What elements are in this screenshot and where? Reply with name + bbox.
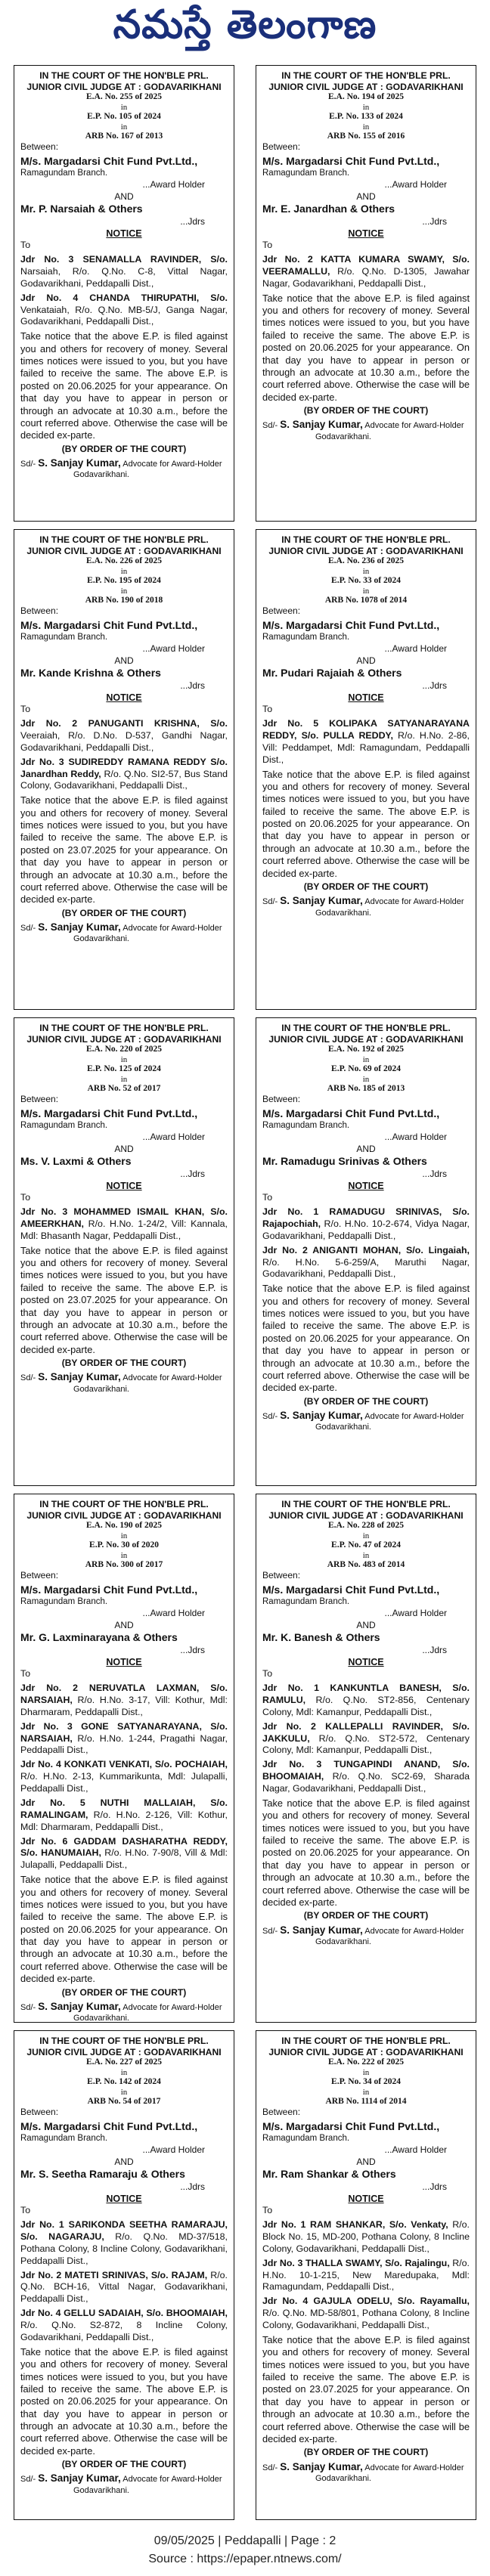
award-holder-role: ...Award Holder [142, 643, 205, 655]
award-holder-role: ...Award Holder [142, 1132, 205, 1143]
advocate-location: Godavarikhani. [315, 1423, 371, 1432]
notice-body: Take notice that the above E.P. is filed against you and others for recovery of money. Several times notices were issued to you, but you have failed to receive the same. The above E.P. is posted on 23.07.2025 for your appearance. On that day you have to appear in person or through an advocate at 10.30 a.m., before the court referred above. Otherwise the case will be decided ex-parte. [20, 794, 228, 906]
arb-number: ARB No. 1078 of 2014 [324, 595, 408, 605]
ep-number: E.P. No. 105 of 2024 [87, 111, 161, 121]
award-holder-branch: Ramagundam Branch. [262, 169, 350, 178]
signature: Sd/- S. Sanjay Kumar, Advocate for Award-Holder [20, 457, 222, 469]
court-heading: IN THE COURT OF THE HON'BLE PRL. JUNIOR CIVIL JUDGE AT : GODAVARIKHANI [26, 1499, 222, 1521]
notice-title: NOTICE [106, 1181, 142, 1192]
in-label: in [362, 1531, 370, 1540]
respondent-role: ...Jdrs [180, 680, 205, 691]
ea-number: E.A. No. 228 of 2025 [328, 1521, 404, 1531]
respondent-name: Ms. V. Laxmi & Others [20, 1154, 132, 1167]
award-holder-name: M/s. Margadarsi Chit Fund Pvt.Ltd., [262, 618, 440, 631]
jdr-name: Jdr No. 3 THALLA SWAMY, S/o. Rajalingu, [262, 2257, 450, 2268]
court-heading: IN THE COURT OF THE HON'BLE PRL. JUNIOR CIVIL JUDGE AT : GODAVARIKHANI [268, 70, 464, 92]
jdr-address: R/o. H.No. 2-126, Vill: Kothur, Mdl: Dharmaram, Peddapalli Dist., [20, 1809, 228, 1832]
and-label: AND [356, 655, 376, 666]
jdr-address: R/o. Q.No. SI2-57, Bus Stand Colony, Godavarikhani, Peddapalli Dist., [20, 768, 228, 791]
court-order-line: (BY ORDER OF THE COURT) [61, 1358, 187, 1368]
court-order-line: (BY ORDER OF THE COURT) [303, 405, 429, 416]
ea-number: E.A. No. 227 of 2025 [86, 2057, 162, 2067]
to-label: To [262, 2205, 273, 2216]
respondent-role: ...Jdrs [180, 2181, 205, 2192]
to-label: To [262, 240, 273, 251]
judgment-debtor [262, 2258, 470, 2294]
judgment-debtor [20, 2308, 228, 2344]
award-holder-branch: Ramagundam Branch. [20, 169, 108, 178]
legal-notice [14, 2030, 234, 2520]
ep-number: E.P. No. 195 of 2024 [87, 575, 161, 585]
court-heading: IN THE COURT OF THE HON'BLE PRL. JUNIOR CIVIL JUDGE AT : GODAVARIKHANI [26, 2036, 222, 2057]
award-holder-role: ...Award Holder [384, 1608, 447, 1619]
in-label: in [120, 566, 128, 576]
jdr-name: Jdr No. 1 SARIKONDA SEETHA RAMARAJU, S/o. NAGARAJU, [20, 2219, 228, 2242]
in-label: in [120, 1550, 128, 1560]
arb-number: ARB No. 190 of 2018 [85, 595, 163, 605]
in-label: in [362, 1550, 370, 1560]
court-order-line: (BY ORDER OF THE COURT) [303, 881, 429, 892]
arb-number: ARB No. 167 of 2013 [85, 131, 163, 141]
in-label: in [120, 2087, 128, 2097]
advocate-location: Godavarikhani. [73, 1384, 129, 1394]
respondent-name: Mr. S. Seetha Ramaraju & Others [20, 2167, 185, 2180]
respondent-name: Mr. K. Banesh & Others [262, 1630, 380, 1643]
signature: Sd/- S. Sanjay Kumar, Advocate for Award-Holder [262, 1409, 464, 1421]
ea-number: E.A. No. 194 of 2025 [328, 92, 404, 102]
jdr-name: Jdr No. 2 MATETI SRINIVAS, S/o. RAJAM, [20, 2269, 208, 2280]
notice-body: Take notice that the above E.P. is filed against you and others for recovery of money. Several times notices were issued to you, but you have failed to receive the same. The above E.P. is posted on 20.06.2025 for your appearance. On that day you have to appear in person or through an advocate at 10.30 a.m., before the court referred above. Otherwise the case will be decided ex-parte. [20, 330, 228, 441]
court-order-line: (BY ORDER OF THE COURT) [61, 1986, 187, 1998]
notice-title: NOTICE [106, 1657, 142, 1668]
jdr-name: Jdr No. 4 KONKATI VENKATI, S/o. POCHAIAH, [20, 1759, 228, 1770]
judgment-debtor [262, 2219, 470, 2256]
and-label: AND [114, 1143, 134, 1154]
award-holder-role: ...Award Holder [384, 643, 447, 655]
jdr-address: R/o. H.No. 10-1-215, New Maredupaka, Mdl: Ramagundam, Peddapalli Dist., [262, 2257, 470, 2293]
jdr-name: Jdr No. 1 RAM SHANKAR, S/o. Venkaty, [262, 2219, 448, 2230]
newspaper-logo: నమస్తే తెలంగాణ [113, 2, 377, 48]
to-label: To [20, 240, 31, 251]
advocate-name: S. Sanjay Kumar, [280, 419, 363, 431]
court-order-line: (BY ORDER OF THE COURT) [303, 1910, 429, 1921]
in-label: in [120, 1531, 128, 1540]
award-holder-role: ...Award Holder [142, 179, 205, 190]
advocate-name: S. Sanjay Kumar, [38, 457, 121, 469]
respondent-name: Mr. Ram Shankar & Others [262, 2167, 396, 2180]
court-order-line: (BY ORDER OF THE COURT) [303, 1395, 429, 1407]
signature: Sd/- S. Sanjay Kumar, Advocate for Award-Holder [262, 419, 464, 431]
jdr-address: R/o. H.No. 1-244, Pragathi Nagar, Peddapalli Dist., [20, 1732, 228, 1756]
jdr-address: R/o. H.No. 10-2-674, Vidya Nagar, Godavarikhani, Peddapalli Dist., [262, 1218, 470, 1241]
advocate-name: S. Sanjay Kumar, [280, 1409, 363, 1421]
notice-title: NOTICE [348, 1657, 384, 1668]
judgment-debtor [20, 2270, 228, 2306]
judgment-debtor [262, 1206, 470, 1243]
court-order-line: (BY ORDER OF THE COURT) [303, 2447, 429, 2458]
legal-notice [256, 2030, 476, 2520]
between-label: Between: [262, 1094, 301, 1105]
award-holder-branch: Ramagundam Branch. [262, 1597, 350, 1607]
jdr-address: R/o. Q.No. SC2-69, Sharada Nagar, Godavarikhani, Peddapalli Dist., [262, 1771, 470, 1794]
ep-number: E.P. No. 47 of 2024 [331, 1540, 401, 1550]
advocate-location: Godavarikhani. [73, 2014, 129, 2023]
judgment-debtor [20, 1759, 228, 1795]
in-label: in [120, 102, 128, 112]
ep-number: E.P. No. 125 of 2024 [87, 1064, 161, 1073]
ea-number: E.A. No. 222 of 2025 [328, 2057, 404, 2067]
and-label: AND [114, 1619, 134, 1630]
signature: Sd/- S. Sanjay Kumar, Advocate for Award-Holder [262, 1924, 464, 1936]
legal-notice [256, 1017, 476, 1486]
notice-title: NOTICE [348, 1181, 384, 1192]
jdr-address: R/o. Q.No. ST2-856, Centenary Colony, Mdl: Kamanpur, Peddapalli Dist., [262, 1694, 470, 1717]
and-label: AND [356, 1143, 376, 1154]
arb-number: ARB No. 155 of 2016 [327, 131, 405, 141]
signature: Sd/- S. Sanjay Kumar, Advocate for Award-Holder [20, 2472, 222, 2485]
between-label: Between: [262, 1570, 301, 1581]
in-label: in [362, 1054, 370, 1064]
jdr-address: R/o. H.No. 3-17, Vill: Kothur, Mdl: Dharmaram, Peddapalli Dist., [20, 1694, 228, 1717]
page-footer [0, 2532, 490, 2568]
legal-notice [14, 529, 234, 1010]
award-holder-branch: Ramagundam Branch. [20, 2134, 108, 2144]
between-label: Between: [20, 605, 59, 617]
award-holder-branch: Ramagundam Branch. [262, 1121, 350, 1131]
notice-title: NOTICE [348, 228, 384, 240]
notice-body: Take notice that the above E.P. is filed against you and others for recovery of money. Several times notices were issued to you, but you have failed to receive the same. The above E.P. is posted on 20.06.2025 for your appearance. On that day you have to appear in person or through an advocate at 10.30 a.m., before the court referred above. Otherwise the case will be decided ex-parte. [262, 768, 470, 879]
respondent-name: Mr. Ramadugu Srinivas & Others [262, 1154, 427, 1167]
award-holder-branch: Ramagundam Branch. [20, 633, 108, 642]
award-holder-name: M/s. Margadarsi Chit Fund Pvt.Ltd., [20, 1583, 198, 1596]
respondent-role: ...Jdrs [180, 1644, 205, 1655]
court-heading: IN THE COURT OF THE HON'BLE PRL. JUNIOR CIVIL JUDGE AT : GODAVARIKHANI [26, 70, 222, 92]
ep-number: E.P. No. 133 of 2024 [329, 111, 403, 121]
legal-notice [256, 65, 476, 522]
respondent-role: ...Jdrs [422, 2181, 447, 2192]
advocate-name: S. Sanjay Kumar, [38, 2000, 121, 2012]
jdr-name: Jdr No. 2 NERUVATLA LAXMAN, S/o. NARSAIAH, [20, 1683, 228, 1705]
court-order-line: (BY ORDER OF THE COURT) [61, 907, 187, 918]
to-label: To [20, 2205, 31, 2216]
jdr-address: R/o. H.No. 5-6-259/A, Maruthi Nagar, Godavarikhani, Peddapalli Dist., [262, 1256, 470, 1280]
advocate-location: Godavarikhani. [315, 2473, 371, 2483]
jdr-address: R/o. H.No. 2-13, Kummarikunta, Mdl: Julapalli, Peddapalli Dist., [20, 1771, 228, 1794]
ea-number: E.A. No. 226 of 2025 [86, 556, 162, 566]
respondent-role: ...Jdrs [422, 1168, 447, 1179]
award-holder-branch: Ramagundam Branch. [262, 633, 350, 642]
respondent-role: ...Jdrs [180, 215, 205, 227]
jdr-address: R/o. H.No. 1-24/2, Vill: Kannala, Mdl: Bhasanth Nagar, Peddapalli Dist., [20, 1218, 228, 1241]
jdr-name: Jdr No. 1 RAMADUGU SRINIVAS, S/o. Rajapochiah, [262, 1206, 470, 1229]
in-label: in [120, 122, 128, 132]
advocate-name: S. Sanjay Kumar, [38, 1371, 121, 1383]
court-heading: IN THE COURT OF THE HON'BLE PRL. JUNIOR CIVIL JUDGE AT : GODAVARIKHANI [26, 534, 222, 556]
advocate-location: Godavarikhani. [73, 934, 129, 944]
notice-title: NOTICE [348, 2194, 384, 2205]
notice-body: Take notice that the above E.P. is filed against you and others for recovery of money. Several times notices were issued to you, but you have failed to receive the same. The above E.P. is posted on 20.06.2025 for your appearance. On that day you have to appear in person or through an advocate at 10.30 a.m., before the court referred above. Otherwise the case will be decided ex-parte. [262, 1283, 470, 1394]
jdr-address: Narsaiah, R/o. Q.No. C-8, Vittal Nagar, Godavarikhani, Peddapalli Dist., [20, 265, 228, 289]
ea-number: E.A. No. 255 of 2025 [86, 92, 162, 102]
signature: Sd/- S. Sanjay Kumar, Advocate for Award-Holder [262, 895, 464, 907]
signature: Sd/- S. Sanjay Kumar, Advocate for Award-Holder [262, 2460, 464, 2472]
in-label: in [362, 102, 370, 112]
ep-number: E.P. No. 33 of 2024 [331, 575, 401, 585]
jdr-name: Jdr No. 3 MOHAMMED ISMAIL KHAN, S/o. AMEERKHAN, [20, 1206, 228, 1229]
respondent-name: Mr. P. Narsaiah & Others [20, 202, 143, 215]
jdr-name: Jdr No. 2 KALLEPALLI RAVINDER, S/o. JAKKULU, [262, 1720, 470, 1744]
signature: Sd/- S. Sanjay Kumar, Advocate for Award-Holder [20, 1371, 222, 1383]
award-holder-name: M/s. Margadarsi Chit Fund Pvt.Ltd., [262, 1583, 440, 1596]
jdr-name: Jdr No. 4 CHANDA THIRUPATHI, S/o. [20, 292, 228, 303]
notice-body: Take notice that the above E.P. is filed against you and others for recovery of money. Several times notices were issued to you, but you have failed to receive the same. The above E.P. is posted on 20.06.2025 for your appearance. On that day you have to appear in person or through an advocate at 10.30 a.m., before the court referred above. Otherwise the case will be decided ex-parte. [262, 1797, 470, 1908]
jdr-address: R/o. H.No. 2-86, Vill: Peddampet, Mdl: Ramagundam, Peddapalli Dist., [262, 729, 470, 765]
to-label: To [20, 1668, 31, 1680]
jdr-name: Jdr No. 3 TUNGAPINDI ANAND, S/o. BHOOMAIAH, [262, 1759, 470, 1782]
advocate-name: S. Sanjay Kumar, [280, 1924, 363, 1936]
award-holder-role: ...Award Holder [384, 179, 447, 190]
jdr-address: R/o. Q.No. S2-872, 8 Incline Colony, Godavarikhani, Peddapalli Dist., [20, 2320, 228, 2342]
judgment-debtor [262, 1759, 470, 1795]
between-label: Between: [262, 2107, 301, 2118]
advocate-name: S. Sanjay Kumar, [280, 2460, 363, 2472]
judgment-debtor [20, 1797, 228, 1834]
award-holder-branch: Ramagundam Branch. [20, 1121, 108, 1131]
in-label: in [362, 2067, 370, 2077]
notice-title: NOTICE [106, 692, 142, 704]
ep-number: E.P. No. 69 of 2024 [331, 1064, 401, 1073]
jdr-name: Jdr No. 2 KATTA KUMARA SWAMY, S/o. VEERAMALLU, [262, 254, 470, 277]
ea-number: E.A. No. 190 of 2025 [86, 1521, 162, 1531]
judgment-debtor [20, 254, 228, 290]
jdr-name: Jdr No. 4 GELLU SADAIAH, S/o. BHOOMAIAH, [20, 2308, 228, 2319]
arb-number: ARB No. 185 of 2013 [327, 1083, 405, 1093]
jdr-address: R/o. Q.No. MD-37/518, Pothana Colony, 8 Incline Colony, Godavarikhani, Peddapalli Dist., [20, 2231, 228, 2266]
jdr-name: Jdr No. 3 SUDIREDDY RAMANA REDDY S/o. Janardhan Reddy, [20, 756, 228, 779]
between-label: Between: [20, 1570, 59, 1581]
advocate-name: S. Sanjay Kumar, [280, 895, 363, 907]
jdr-address: R/o. Q.No. MD-58/801, Pothana Colony, 8 Incline Colony, Godavarikhani, Peddapalli Dist., [262, 2308, 470, 2330]
court-heading: IN THE COURT OF THE HON'BLE PRL. JUNIOR CIVIL JUDGE AT : GODAVARIKHANI [268, 1023, 464, 1045]
jdr-name: Jdr No. 6 GADDAM DASHARATHA REDDY, S/o. HANUMAIAH, [20, 1835, 228, 1859]
court-heading: IN THE COURT OF THE HON'BLE PRL. JUNIOR CIVIL JUDGE AT : GODAVARIKHANI [268, 1499, 464, 1521]
ep-number: E.P. No. 142 of 2024 [87, 2076, 161, 2086]
respondent-role: ...Jdrs [422, 1644, 447, 1655]
judgment-debtor [262, 1245, 470, 1281]
award-holder-name: M/s. Margadarsi Chit Fund Pvt.Ltd., [20, 154, 198, 167]
respondent-name: Mr. E. Janardhan & Others [262, 202, 395, 215]
in-label: in [120, 1074, 128, 1084]
between-label: Between: [20, 2107, 59, 2118]
and-label: AND [356, 190, 376, 202]
judgment-debtor [20, 1721, 228, 1757]
advocate-name: S. Sanjay Kumar, [38, 921, 121, 933]
to-label: To [262, 1668, 273, 1680]
advocate-location: Godavarikhani. [73, 470, 129, 480]
respondent-role: ...Jdrs [422, 215, 447, 227]
respondent-role: ...Jdrs [422, 680, 447, 691]
arb-number: ARB No. 1114 of 2014 [325, 2096, 407, 2106]
in-label: in [362, 2087, 370, 2097]
arb-number: ARB No. 54 of 2017 [87, 2096, 161, 2106]
award-holder-name: M/s. Margadarsi Chit Fund Pvt.Ltd., [262, 1107, 440, 1119]
court-heading: IN THE COURT OF THE HON'BLE PRL. JUNIOR CIVIL JUDGE AT : GODAVARIKHANI [26, 1023, 222, 1045]
advocate-name: S. Sanjay Kumar, [38, 2472, 121, 2485]
ep-number: E.P. No. 30 of 2020 [89, 1540, 159, 1550]
and-label: AND [356, 1619, 376, 1630]
notice-body: Take notice that the above E.P. is filed against you and others for recovery of money. Several times notices were issued to you, but you have failed to receive the same. The above E.P. is posted on 23.07.2025 for your appearance. On that day you have to appear in person or through an advocate at 10.30 a.m., before the court referred above. Otherwise the case will be decided ex-parte. [262, 2333, 470, 2444]
notice-body: Take notice that the above E.P. is filed against you and others for recovery of money. Several times notices were issued to you, but you have failed to receive the same. The above E.P. is posted on 20.06.2025 for your appearance. On that day you have to appear in person or through an advocate at 10.30 a.m., before the court referred above. Otherwise the case will be decided ex-parte. [20, 2345, 228, 2457]
jdr-address: R/o. Block No. 15, MD-200, Pothana Colony, 8 Incline Colony, Godavarikhani, Peddapalli Dist., [262, 2219, 470, 2254]
award-holder-role: ...Award Holder [142, 2144, 205, 2156]
award-holder-name: M/s. Margadarsi Chit Fund Pvt.Ltd., [262, 154, 440, 167]
and-label: AND [356, 2156, 376, 2167]
to-label: To [20, 1192, 31, 1203]
award-holder-name: M/s. Margadarsi Chit Fund Pvt.Ltd., [20, 2119, 198, 2132]
in-label: in [362, 122, 370, 132]
award-holder-role: ...Award Holder [384, 2144, 447, 2156]
notice-body: Take notice that the above E.P. is filed against you and others for recovery of money. Several times notices were issued to you, but you have failed to receive the same. The above E.P. is posted on 20.06.2025 for your appearance. On that day you have to appear in person or through an advocate at 10.30 a.m., before the court referred above. Otherwise the case will be decided ex-parte. [262, 292, 470, 403]
ep-number: E.P. No. 34 of 2024 [331, 2076, 401, 2086]
to-label: To [262, 1192, 273, 1203]
judgment-debtor [20, 1836, 228, 1872]
ea-number: E.A. No. 236 of 2025 [328, 556, 404, 566]
jdr-address: R/o. Q.No. BCH-16, Vittal Nagar, Godavarikhani, Peddapalli Dist., [20, 2269, 228, 2305]
signature: Sd/- S. Sanjay Kumar, Advocate for Award-Holder [20, 2000, 222, 2012]
jdr-name: Jdr No. 2 PANUGANTI KRISHNA, S/o. [20, 718, 228, 729]
judgment-debtor [20, 757, 228, 793]
between-label: Between: [20, 1094, 59, 1105]
footer-page-info: 09/05/2025 | Peddapalli | Page : 2 [154, 2534, 336, 2547]
ea-number: E.A. No. 192 of 2025 [328, 1045, 404, 1054]
judgment-debtor [262, 718, 470, 766]
between-label: Between: [262, 141, 301, 153]
judgment-debtor [20, 1206, 228, 1243]
jdr-name: Jdr No. 1 KANKUNTLA BANESH, S/o. RAMULU, [262, 1683, 470, 1705]
respondent-name: Mr. G. Laxminarayana & Others [20, 1630, 178, 1643]
judgment-debtor [20, 293, 228, 329]
judgment-debtor [262, 254, 470, 290]
in-label: in [120, 586, 128, 596]
arb-number: ARB No. 483 of 2014 [327, 1559, 405, 1569]
respondent-name: Mr. Kande Krishna & Others [20, 666, 161, 679]
award-holder-name: M/s. Margadarsi Chit Fund Pvt.Ltd., [262, 2119, 440, 2132]
notice-body: Take notice that the above E.P. is filed against you and others for recovery of money. Several times notices were issued to you, but you have failed to receive the same. The above E.P. is posted on 20.06.2025 for your appearance. On that day you have to appear in person or through an advocate at 10.30 a.m., before the court referred above. Otherwise the case will be decided ex-parte. [20, 1874, 228, 1985]
ea-number: E.A. No. 220 of 2025 [86, 1045, 162, 1054]
award-holder-name: M/s. Margadarsi Chit Fund Pvt.Ltd., [20, 1107, 198, 1119]
jdr-name: Jdr No. 5 NUTHI MALLAIAH, S/o. RAMALINGAM, [20, 1797, 228, 1820]
legal-notice [14, 1494, 234, 2023]
advocate-location: Godavarikhani. [315, 908, 371, 918]
in-label: in [120, 2067, 128, 2077]
to-label: To [262, 704, 273, 715]
judgment-debtor [20, 718, 228, 754]
notice-body: Take notice that the above E.P. is filed against you and others for recovery of money. Several times notices were issued to you, but you have failed to receive the same. The above E.P. is posted on 23.07.2025 for your appearance. On that day you have to appear in person or through an advocate at 10.30 a.m., before the court referred above. Otherwise the case will be decided ex-parte. [20, 1244, 228, 1355]
award-holder-branch: Ramagundam Branch. [20, 1597, 108, 1607]
jdr-address: Venkataiah, R/o. Q.No. MB-5/J, Ganga Nagar, Godavarikhani, Peddapalli Dist., [20, 304, 228, 327]
notice-title: NOTICE [106, 2194, 142, 2205]
notice-title: NOTICE [106, 228, 142, 240]
advocate-location: Godavarikhani. [315, 432, 371, 441]
judgment-debtor [20, 1683, 228, 1719]
court-heading: IN THE COURT OF THE HON'BLE PRL. JUNIOR CIVIL JUDGE AT : GODAVARIKHANI [268, 2036, 464, 2057]
between-label: Between: [262, 605, 301, 617]
jdr-address: R/o. Q.No. ST2-572, Centenary Colony, Mdl: Kamanpur, Peddapalli Dist., [262, 1732, 470, 1756]
judgment-debtor [20, 2219, 228, 2268]
and-label: AND [114, 190, 134, 202]
advocate-location: Godavarikhani. [315, 1937, 371, 1946]
award-holder-branch: Ramagundam Branch. [262, 2134, 350, 2144]
advocate-location: Godavarikhani. [73, 2485, 129, 2495]
masthead [0, 0, 490, 59]
judgment-debtor [262, 1683, 470, 1719]
legal-notice [14, 65, 234, 522]
in-label: in [362, 1074, 370, 1084]
judgment-debtor [262, 2296, 470, 2332]
jdr-name: Jdr No. 2 ANIGANTI MOHAN, S/o. Lingaiah, [262, 1244, 470, 1255]
legal-notice [256, 529, 476, 1010]
jdr-name: Jdr No. 5 KOLIPAKA SATYANARAYANA REDDY, S/o. PULLA REDDY, [262, 718, 470, 741]
court-heading: IN THE COURT OF THE HON'BLE PRL. JUNIOR CIVIL JUDGE AT : GODAVARIKHANI [268, 534, 464, 556]
and-label: AND [114, 2156, 134, 2167]
arb-number: ARB No. 52 of 2017 [87, 1083, 161, 1093]
jdr-name: Jdr No. 4 GAJULA ODELU, S/o. Rayamallu, [262, 2296, 470, 2307]
court-order-line: (BY ORDER OF THE COURT) [61, 2459, 187, 2470]
in-label: in [120, 1054, 128, 1064]
jdr-address: Veeraiah, R/o. D.No. D-537, Gandhi Nagar, Godavarikhani, Peddapalli Dist., [20, 729, 228, 753]
respondent-role: ...Jdrs [180, 1168, 205, 1179]
legal-notice [14, 1017, 234, 1486]
and-label: AND [114, 655, 134, 666]
arb-number: ARB No. 300 of 2017 [85, 1559, 163, 1569]
jdr-address: R/o. Q.No. D-1305, Jawahar Nagar, Godavarikhani, Peddapalli Dist., [262, 265, 470, 289]
award-holder-name: M/s. Margadarsi Chit Fund Pvt.Ltd., [20, 618, 198, 631]
footer-source: Source : https://epaper.ntnews.com/ [148, 2553, 342, 2565]
in-label: in [362, 586, 370, 596]
court-order-line: (BY ORDER OF THE COURT) [61, 443, 187, 454]
legal-notice [256, 1494, 476, 2023]
respondent-name: Mr. Pudari Rajaiah & Others [262, 666, 402, 679]
in-label: in [362, 566, 370, 576]
signature: Sd/- S. Sanjay Kumar, Advocate for Award-Holder [20, 921, 222, 933]
jdr-address: R/o. H.No. 7-90/8, Vill & Mdl: Julapalli, Peddapalli Dist., [20, 1847, 228, 1871]
between-label: Between: [20, 141, 59, 153]
to-label: To [20, 704, 31, 715]
notice-title: NOTICE [348, 692, 384, 704]
jdr-name: Jdr No. 3 GONE SATYANARAYANA, S/o. NARSAIAH, [20, 1720, 228, 1744]
jdr-name: Jdr No. 3 SENAMALLA RAVINDER, S/o. [20, 254, 228, 265]
award-holder-role: ...Award Holder [142, 1608, 205, 1619]
award-holder-role: ...Award Holder [384, 1132, 447, 1143]
judgment-debtor [262, 1721, 470, 1757]
